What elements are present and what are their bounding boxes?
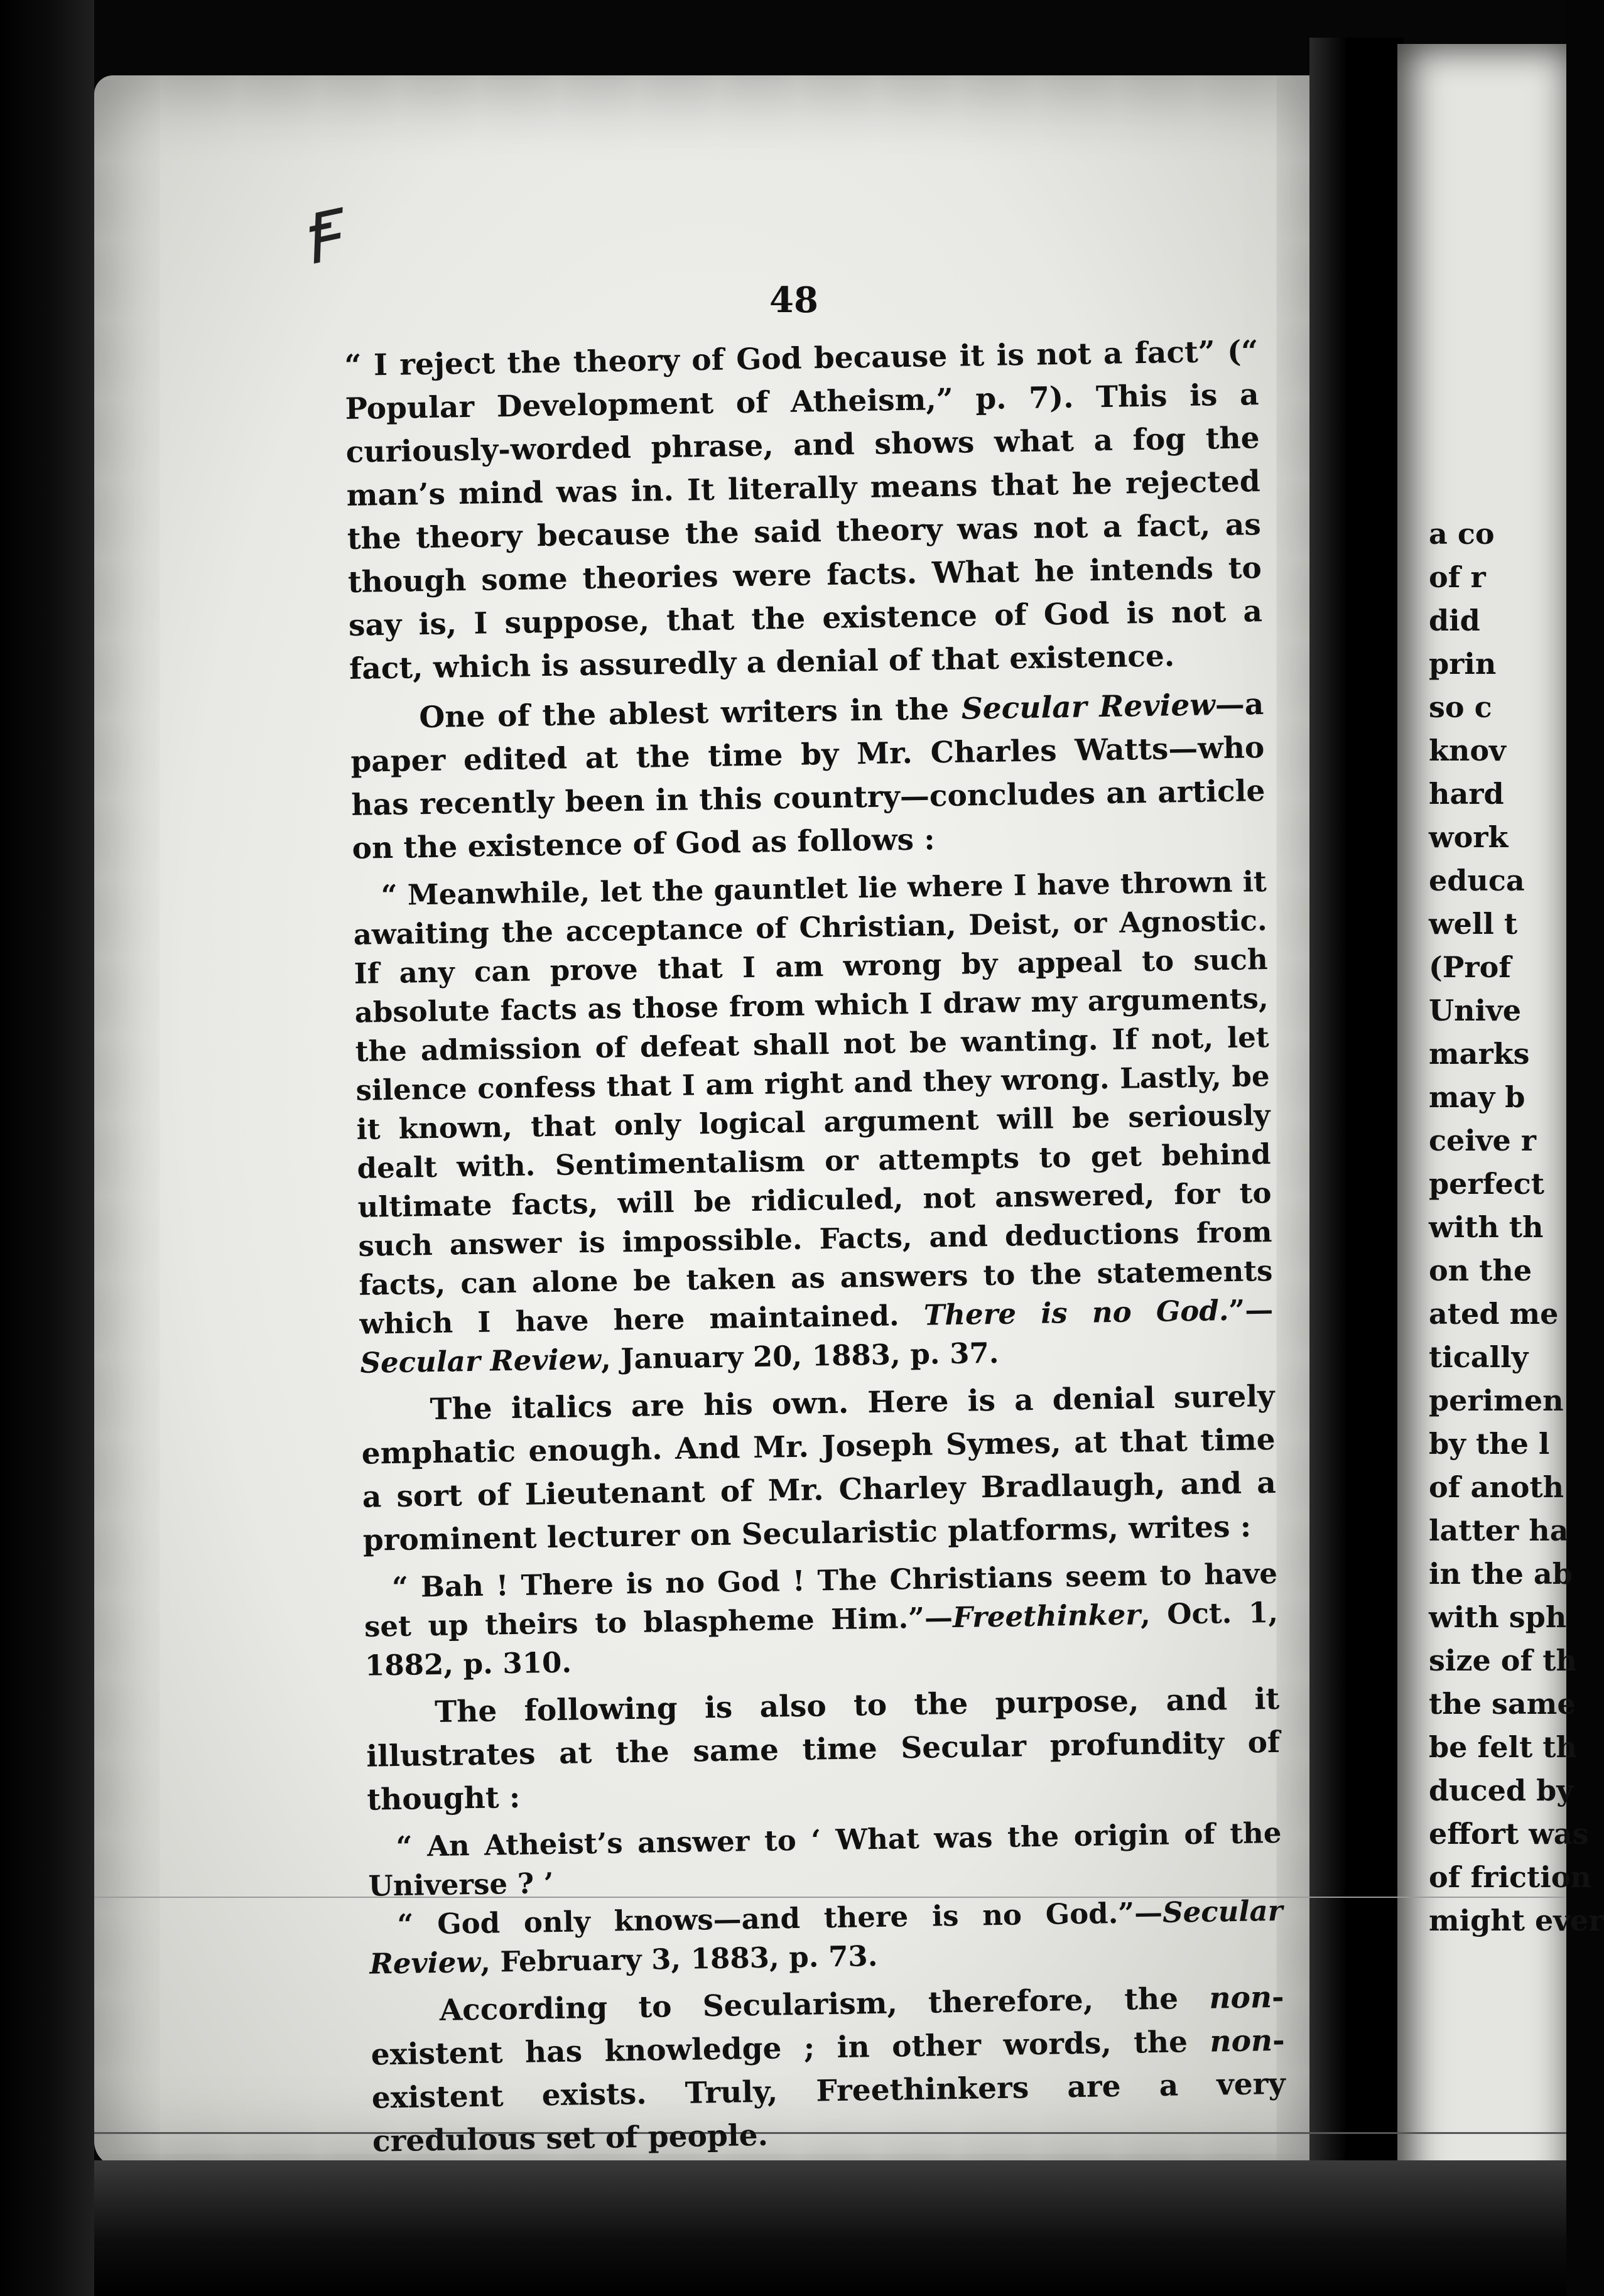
paragraph: According to Secularism, therefore, the non-existent has knowledge ; in other words, the non-existent exists. Truly, Freethinkers are a very credulous set of people.	[371, 1979, 1286, 2159]
facing-page-line: might ever	[1429, 1903, 1604, 1937]
facing-page-line: be felt th	[1429, 1730, 1577, 1764]
facing-page-line: well t	[1429, 907, 1518, 941]
facing-page-line: perimen	[1429, 1384, 1564, 1417]
paragraph: The italics are his own. Here is a denial surely emphatic enough. And Mr. Joseph Symes, at that time a sort of Lieutenant of Mr. Charley Bradlaugh, and a prominent lecturer on Secularistic platforms, writes :	[361, 1378, 1277, 1558]
facing-page-line: perfect	[1429, 1167, 1544, 1201]
block-quote: “ Meanwhile, let the gauntlet lie where I have thrown it awaiting the acceptance of Christian, Deist, or Agnostic. If any can prove that I am wrong by appeal to such absolute facts as those from which I draw my arguments, the admission of defeat shall not be wanting. If not, let silence confess that I am right and they wrong. Lastly, be it known, that only logical argument will be seriously dealt with. Sentimentalism or attempts to get behind ultimate facts, will be ridiculed, not answered, for to such answer is impossible. Facts, and deductions from facts, can alone be taken as answers to the statements which I have here maintained. There is no God.”—Secular Review, January 20, 1883, p. 37.	[353, 865, 1274, 1380]
book-gutter	[1309, 38, 1404, 2296]
facing-page-line: (Prof	[1429, 950, 1512, 984]
facing-page-line: with sph	[1429, 1600, 1567, 1634]
facing-page-line: Unive	[1429, 994, 1522, 1027]
block-quote: “ An Atheist’s answer to ‘ What was the origin of the Universe ? ’	[368, 1816, 1282, 1903]
facing-page-line: on the	[1429, 1254, 1532, 1287]
facing-page-line: so c	[1429, 690, 1492, 724]
facing-page-text	[1429, 512, 1604, 1942]
paragraph: The following is also to the purpose, and it illustrates at the same time Secular profundity of thought :	[366, 1681, 1281, 1817]
page-body	[344, 330, 1286, 2169]
facing-page-line: with th	[1429, 1210, 1544, 1244]
page-number: 48	[769, 279, 818, 321]
facing-page-line: ated me	[1429, 1297, 1559, 1331]
facing-page-line: size of th	[1429, 1643, 1577, 1677]
facing-page-line: ceive r	[1429, 1124, 1536, 1157]
facing-page-line: a co	[1429, 517, 1495, 551]
facing-page-line: of anoth	[1429, 1470, 1564, 1504]
block-quote: “ Bah ! There is no God ! The Christians seem to have set up theirs to blaspheme Him.”—Freethinker, Oct. 1, 1882, p. 310.	[364, 1556, 1279, 1682]
facing-page-line: effort was	[1429, 1817, 1589, 1851]
facing-page-line: of friction	[1429, 1860, 1591, 1894]
facing-page-line: knov	[1429, 734, 1506, 767]
facing-page-line: hard	[1429, 777, 1504, 811]
facing-page-line: the same	[1429, 1687, 1576, 1721]
paragraph: One of the ablest writers in the Secular Review—a paper edited at the time by Mr. Charles Watts—who has recently been in this country—concludes an article on the existence of God as follows :	[350, 687, 1265, 866]
facing-page-line: of r	[1429, 560, 1486, 594]
facing-page-line: marks	[1429, 1037, 1530, 1071]
bottom-shadow	[94, 2160, 1566, 2296]
facing-page-line: duced by	[1429, 1773, 1573, 1807]
film-edge	[0, 0, 94, 2296]
pencil-mark: Ꞙ	[294, 195, 346, 281]
facing-page-line: work	[1429, 820, 1509, 854]
facing-page-line: tically	[1429, 1340, 1529, 1374]
paragraph: “ I reject the theory of God because it is not a fact” (“ Popular Development of Atheism,” p. 7). This is a curiously-worded phrase, and shows what a fog the man’s mind was in. It literally means that he rejected the theory because the said theory was not a fact, as though some theories were facts. What he intends to say is, I suppose, that the existence of God is not a fact, which is assuredly a denial of that existence.	[344, 334, 1263, 686]
block-quote: “ God only knows—and there is no God.”—Secular Review, February 3, 1883, p. 73.	[369, 1893, 1283, 1981]
facing-page-line: did	[1429, 604, 1480, 637]
facing-page-line: in the ab	[1429, 1557, 1573, 1591]
facing-page-line: educa	[1429, 864, 1525, 897]
facing-page-line: by the l	[1429, 1427, 1550, 1461]
facing-page-line: prin	[1429, 647, 1497, 681]
facing-page-line: latter ha	[1429, 1514, 1569, 1547]
facing-page-line: may b	[1429, 1080, 1525, 1114]
